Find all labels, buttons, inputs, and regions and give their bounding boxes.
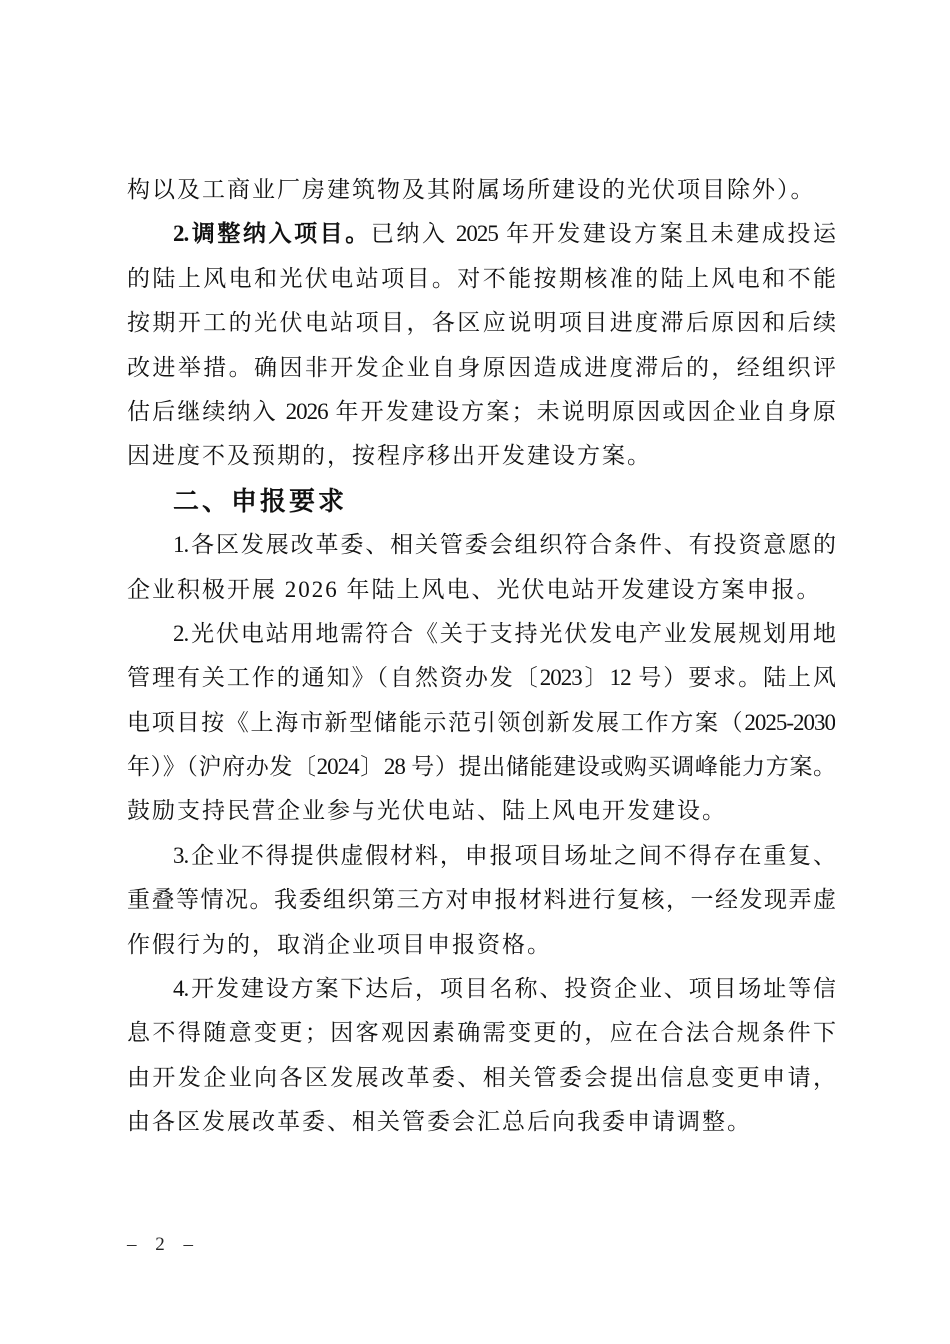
- text-line: [127, 301, 835, 345]
- text-run: 按期开工的光伏电站项目，各区应说明项目进度滞后原因和后续: [127, 310, 835, 336]
- text-run: 企业积极开展 2026 年陆上风电、光伏电站开发建设方案申报。: [127, 576, 822, 602]
- text-run: 重叠等情况。我委组织第三方对申报材料进行复核，一经发现弄虚: [127, 887, 835, 913]
- text-line: [127, 523, 835, 567]
- text-run: 4.开发建设方案下达后，项目名称、投资企业、项目场址等信: [173, 976, 835, 1002]
- text-line: [127, 1011, 835, 1055]
- text-run: 改进举措。确因非开发企业自身原因造成进度滞后的，经组织评: [127, 354, 835, 380]
- text-line: [127, 745, 835, 789]
- page-number: – 2 –: [127, 1234, 200, 1255]
- text-line: [127, 656, 835, 700]
- text-line: [127, 967, 835, 1011]
- text-run: 鼓励支持民营企业参与光伏电站、陆上风电开发建设。: [127, 798, 727, 824]
- text-run: 1.各区发展改革委、相关管委会组织符合条件、有投资意愿的: [173, 532, 835, 558]
- document-body: [127, 168, 835, 1145]
- text-line: [127, 434, 835, 478]
- text-line: [127, 834, 835, 878]
- text-line: [127, 923, 835, 967]
- page-footer: [127, 1234, 200, 1256]
- text-line: [127, 1056, 835, 1100]
- text-run: 年）》（沪府办发〔2024〕28 号）提出储能建设或购买调峰能力方案。: [127, 754, 835, 780]
- bold-text-run: 2.调整纳入项目。: [173, 221, 371, 247]
- text-line: [127, 1100, 835, 1144]
- text-run: 构以及工商业厂房建筑物及其附属场所建设的光伏项目除外）。: [127, 177, 816, 202]
- section-heading: [127, 479, 835, 523]
- text-run: 3.企业不得提供虚假材料，申报项目场址之间不得存在重复、: [173, 842, 835, 868]
- text-run: 2.光伏电站用地需符合《关于支持光伏发电产业发展规划用地: [173, 620, 835, 646]
- text-run: 因进度不及预期的，按程序移出开发建设方案。: [127, 443, 652, 469]
- text-run: 已纳入 2025 年开发建设方案且未建成投运: [370, 221, 835, 247]
- text-line: [127, 612, 835, 656]
- text-line: [127, 390, 835, 434]
- text-run: 管理有关工作的通知》（自然资办发〔2023〕12 号）要求。陆上风: [127, 665, 835, 691]
- text-run: 由各区发展改革委、相关管委会汇总后向我委申请调整。: [127, 1109, 752, 1135]
- text-run: 作假行为的，取消企业项目申报资格。: [127, 931, 552, 957]
- text-run: 估后继续纳入 2026 年开发建设方案；未说明原因或因企业自身原: [127, 398, 835, 424]
- text-line: [127, 701, 835, 745]
- text-run: 息不得随意变更；因客观因素确需变更的，应在合法合规条件下: [127, 1020, 835, 1046]
- text-line: [127, 878, 835, 922]
- text-line: [127, 346, 835, 390]
- text-line: [127, 212, 835, 256]
- text-line: [127, 257, 835, 301]
- text-line: [127, 789, 835, 833]
- text-run: 电项目按《上海市新型储能示范引领创新发展工作方案（2025-2030: [127, 709, 835, 735]
- text-run: 由开发企业向各区发展改革委、相关管委会提出信息变更申请，: [127, 1064, 835, 1090]
- text-run: 二、申报要求: [173, 485, 348, 516]
- text-run: 的陆上风电和光伏电站项目。对不能按期核准的陆上风电和不能: [127, 265, 835, 291]
- text-line: [127, 168, 835, 212]
- text-line: [127, 568, 835, 612]
